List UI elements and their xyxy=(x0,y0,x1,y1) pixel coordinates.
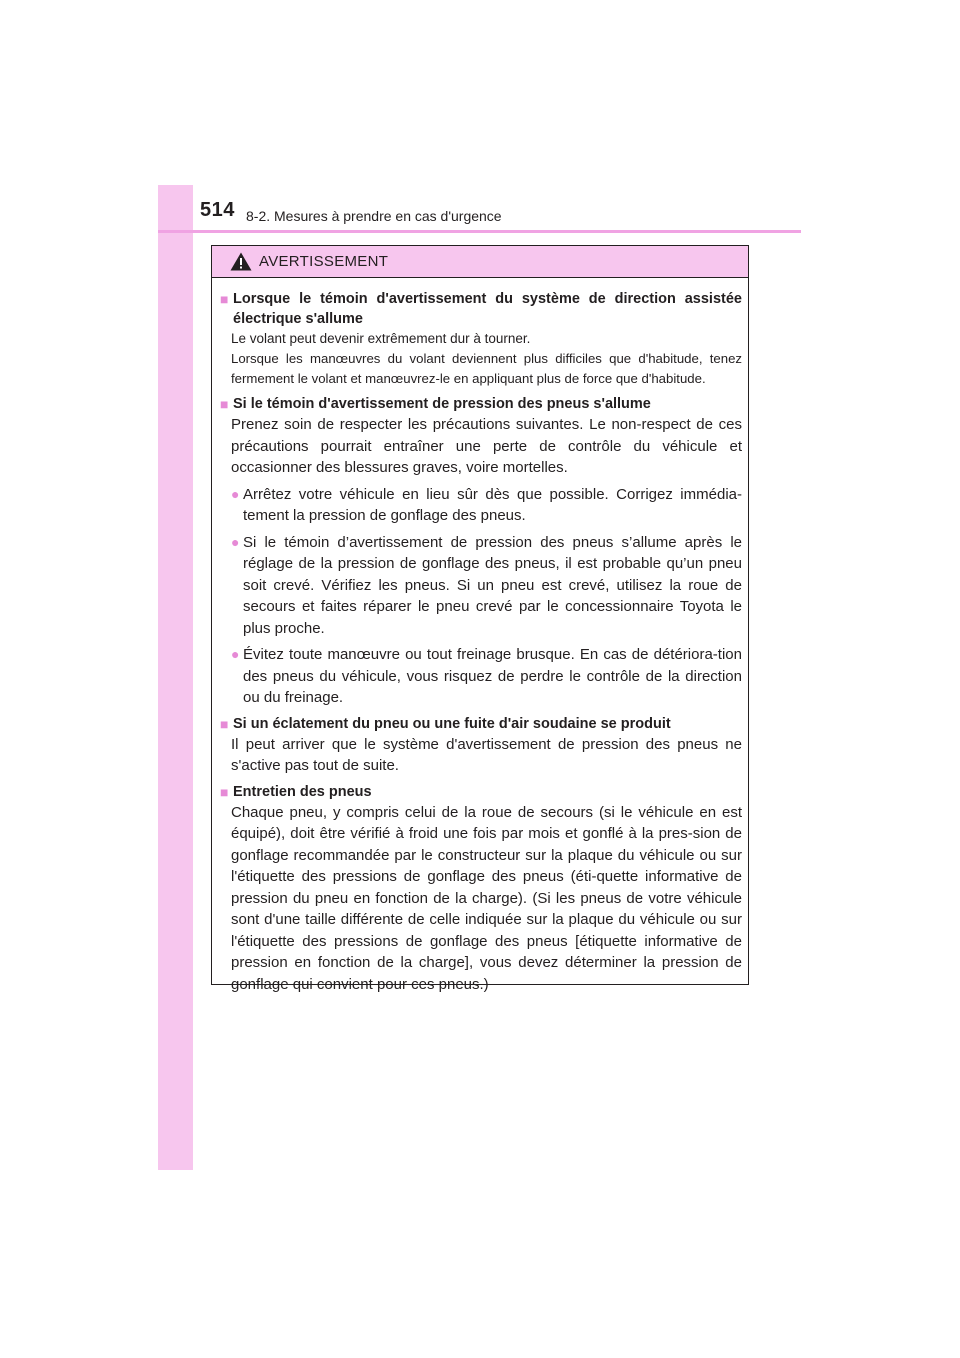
page-number: 514 xyxy=(200,199,235,221)
section-heading: ■ Lorsque le témoin d'avertissement du système de direction assistée électrique s'allume xyxy=(220,291,742,327)
list-item: ● Arrêtez votre véhicule en lieu sûr dès que possible. Corrigez immédia-tement la pression de gonflage des pneus. xyxy=(231,484,742,527)
warning-title: AVERTISSEMENT xyxy=(259,253,389,270)
paragraph: Il peut arriver que le système d'avertissement de pression des pneus ne s'active pas tout de suite. xyxy=(231,735,742,774)
warning-box xyxy=(211,245,749,993)
warning-section-tire-pressure xyxy=(220,394,742,709)
square-bullet-icon: ■ xyxy=(220,715,229,732)
circle-bullet-icon: ● xyxy=(231,485,240,502)
section-heading: ■ Entretien des pneus xyxy=(220,783,372,800)
square-bullet-icon: ■ xyxy=(220,396,229,412)
section-heading: ■ Si le témoin d'avertissement de pression des pneus s'allume xyxy=(220,396,651,412)
paragraph: Lorsque les manœuvres du volant deviennent plus difficiles que d'habitude, tenez fermement le volant et manœuvrez-le en appliquant plus de force que d'habitude. xyxy=(231,351,742,386)
warning-content xyxy=(212,278,748,995)
square-bullet-icon: ■ xyxy=(220,783,229,800)
section-heading: ■ Si un éclatement du pneu ou une fuite d'air soudaine se produit xyxy=(220,715,671,732)
warning-header xyxy=(212,246,748,278)
chapter-tab-sidebar xyxy=(158,185,193,1170)
paragraph: Chaque pneu, y compris celui de la roue de secours (si le véhicule en est équipé), doit être vérifié à froid une fois par mois et gonflé à la pres-sion de gonflage recommandée par le constructeur sur la plaque du véhicule ou sur l'étiquette des pressions de gonflage des pneus (éti-quette informative de pression du pneu en fonction de la charge). (Si les pneus de votre véhicule sont d'une taille différente de celle indiquée sur la plaque du véhicule ou sur l'étiquette des pressions de gonflage des pneus [étiquette informative de pression en fonction de la charge], vous devez déterminer la pression de gonflage qui convient pour ces pneus.) xyxy=(231,803,742,993)
circle-bullet-icon: ● xyxy=(231,646,240,662)
header-rule xyxy=(158,230,801,233)
warning-section-tire-maintenance xyxy=(220,782,742,996)
list-item: ● Si le témoin d’avertissement de pression des pneus s’allume après le réglage de la pression de gonflage des pneus, il est probable qu’un pneu soit crevé. Vérifiez les pneus. Si un pneu est crevé, utilisez la roue de secours et faites réparer le pneu crevé par le concessionnaire Toyota le plus proche. xyxy=(231,532,742,640)
list-item: ● Évitez toute manœuvre ou tout freinage brusque. En cas de détériora-tion des pneus du véhicule, vous risquez de perdre le contrôle de la direction ou du freinage. xyxy=(231,644,742,709)
warning-section-power-steering xyxy=(220,289,742,389)
circle-bullet-icon: ● xyxy=(231,533,240,550)
warning-section-tire-burst xyxy=(220,714,742,777)
warning-triangle-icon xyxy=(230,252,252,271)
paragraph: Prenez soin de respecter les précautions suivantes. Le non-respect de ces précautions pourrait entraîner une perte de contrôle du véhicule et occasionner des blessures graves, voire mortelles. xyxy=(231,416,742,476)
paragraph: Le volant peut devenir extrêmement dur à tourner. xyxy=(231,331,531,346)
section-title: 8-2. Mesures à prendre en cas d'urgence xyxy=(246,208,502,224)
square-bullet-icon: ■ xyxy=(220,291,229,307)
